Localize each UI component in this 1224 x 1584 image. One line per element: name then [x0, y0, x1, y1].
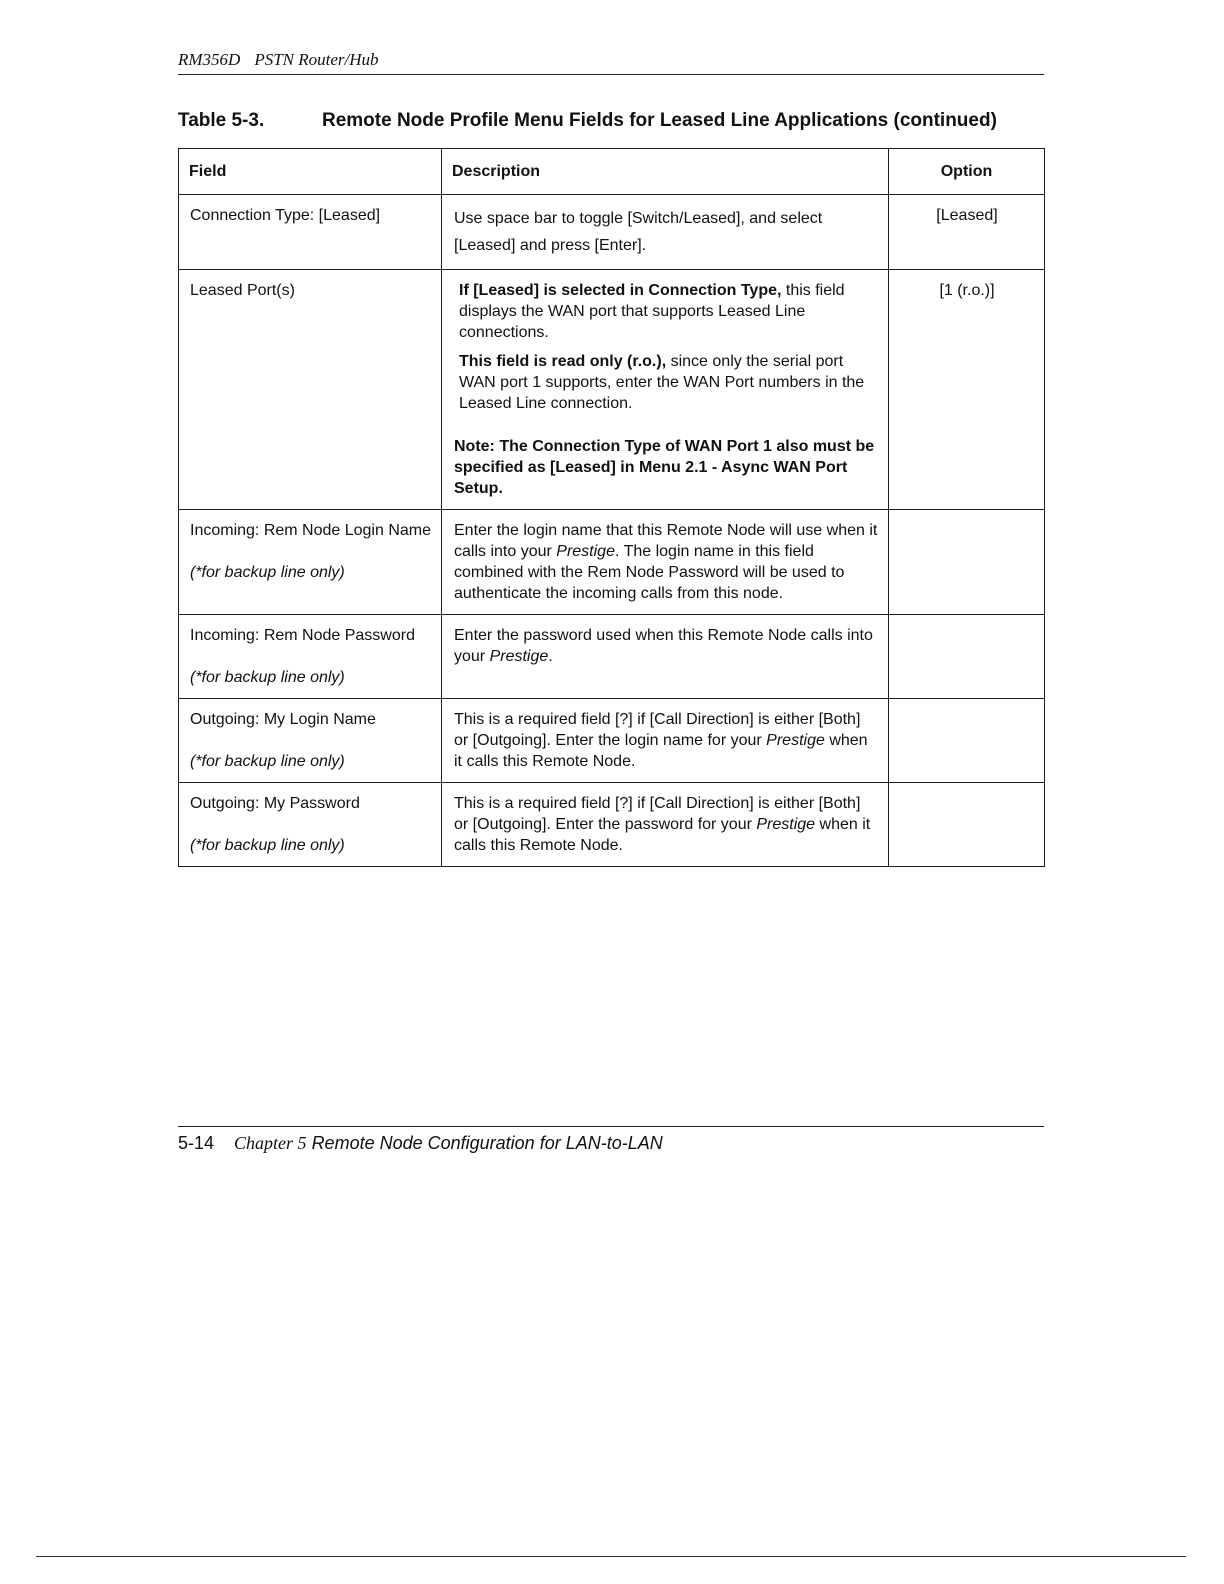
option-cell [889, 270, 1045, 510]
description-cell [442, 783, 889, 867]
field-cell [179, 195, 442, 270]
product-name: Prestige [766, 732, 825, 749]
description-note: Note: The Connection Type of WAN Port 1 also must be specified as [Leased] in Menu 2.1 - Async WAN Port Setup. [454, 438, 875, 497]
field-name: Incoming: Rem Node Login Name [190, 522, 432, 539]
field-cell [179, 270, 442, 510]
field-name: Leased Port(s) [190, 282, 295, 299]
field-cell [179, 615, 442, 699]
column-header-field: Field [179, 149, 442, 195]
field-note: (*for backup line only) [190, 669, 345, 686]
product-name: Prestige [489, 648, 549, 665]
page-number: 5-14 [178, 1133, 215, 1153]
table-row [179, 510, 1045, 615]
field-note: (*for backup line only) [190, 564, 345, 581]
spacer [454, 422, 878, 436]
option-value: [Leased] [936, 207, 998, 224]
description-paragraph [454, 280, 878, 343]
description-text: This is a required field [?] if [Call Direction] is either [Both] or [Outgoing]. Enter the password for your [454, 795, 861, 833]
field-name: Outgoing: My Password [190, 795, 360, 812]
field-table-wrapper [178, 148, 1044, 867]
field-table [178, 148, 1045, 867]
table-row [179, 699, 1045, 783]
field-note: (*for backup line only) [190, 837, 345, 854]
table-row [179, 195, 1045, 270]
table-header-row [179, 149, 1045, 195]
option-cell [889, 615, 1045, 699]
description-text: since only the serial port WAN port 1 supports, enter the WAN Port numbers in the Leased Line connection. [459, 353, 865, 412]
option-cell [889, 699, 1045, 783]
description-bold-text: If [Leased] is selected in Connection Type, [459, 282, 782, 299]
description-paragraph [454, 351, 878, 414]
description-text: when it calls this Remote Node. [454, 732, 868, 770]
table-row [179, 783, 1045, 867]
table-row [179, 615, 1045, 699]
table-row [179, 270, 1045, 510]
description-cell [442, 510, 889, 615]
description-cell [442, 270, 889, 510]
table-number: Table 5-3. [178, 110, 265, 131]
table-title: Remote Node Profile Menu Fields for Leased Line Applications (continued) [322, 110, 997, 131]
description-text: this field displays the WAN port that supports Leased Line connections. [459, 282, 845, 341]
header-product: PSTN Router/Hub [254, 50, 379, 69]
description-cell [442, 615, 889, 699]
product-name: Prestige [556, 543, 615, 560]
table-caption [178, 110, 1058, 132]
column-header-option: Option [889, 149, 1045, 195]
field-name: Connection Type: [Leased] [190, 207, 381, 224]
description-text: Enter the password used when this Remote Node calls into your [454, 627, 873, 665]
chapter-number: Chapter 5 [234, 1133, 307, 1153]
option-cell [889, 510, 1045, 615]
field-cell [179, 699, 442, 783]
option-value: [1 (r.o.)] [939, 282, 995, 299]
option-cell [889, 783, 1045, 867]
running-footer [178, 1126, 1044, 1154]
description-text: when it calls this Remote Node. [454, 816, 871, 854]
field-note: (*for backup line only) [190, 753, 345, 770]
page-bottom-rule [36, 1556, 1186, 1557]
description-text: Enter the login name that this Remote Node will use when it calls into your [454, 522, 878, 560]
field-name: Outgoing: My Login Name [190, 711, 376, 728]
running-header [178, 50, 1044, 75]
description-cell [442, 195, 889, 270]
chapter-title: Remote Node Configuration for LAN-to-LAN [311, 1133, 663, 1153]
description-cell [442, 699, 889, 783]
header-model: RM356D [178, 50, 241, 69]
product-name: Prestige [756, 816, 816, 833]
description-text: This is a required field [?] if [Call Direction] is either [Both] or [Outgoing]. Enter the login name for your [454, 711, 861, 749]
column-header-description: Description [442, 149, 889, 195]
field-name: Incoming: Rem Node Password [190, 627, 415, 644]
description-text: . The login name in this field combined with the Rem Node Password will be used to authenticate the incoming calls from this node. [454, 543, 845, 602]
description-text: Use space bar to toggle [Switch/Leased], and select [Leased] and press [Enter]. [454, 210, 823, 254]
field-cell [179, 510, 442, 615]
option-cell [889, 195, 1045, 270]
description-bold-text: This field is read only (r.o.), [459, 353, 667, 370]
description-text: . [548, 648, 553, 665]
field-cell [179, 783, 442, 867]
